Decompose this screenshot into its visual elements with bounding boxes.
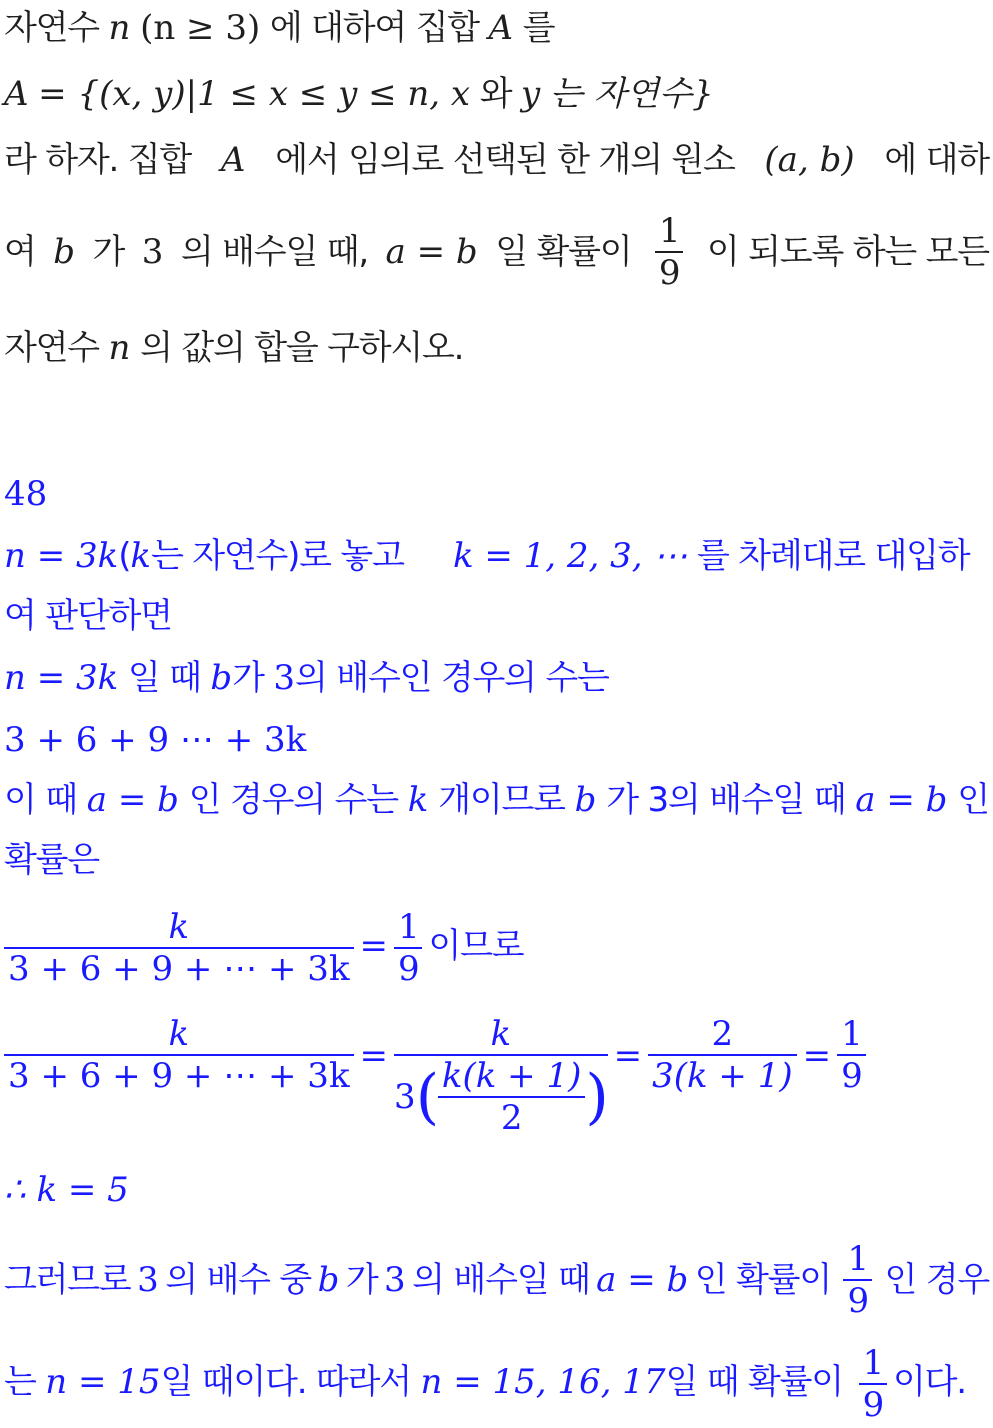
text: 의 배수일 때: [412, 1260, 590, 1300]
text: (: [118, 536, 131, 576]
fraction: [843, 1239, 871, 1321]
text: 그러므로: [4, 1260, 131, 1300]
math-equation: a = b: [385, 232, 478, 272]
text: 라 하자. 집합: [4, 140, 192, 180]
left-paren: (: [415, 1062, 438, 1132]
text: 인 경우의 수는: [188, 780, 398, 820]
fraction-one-ninth: [655, 211, 683, 293]
text: 가 3의 배수일 때: [606, 780, 846, 820]
fraction: [394, 907, 422, 989]
text: 를 차례대로 대입하: [697, 536, 970, 576]
answer-formula-2: [4, 1010, 989, 1150]
math: n = 15, 16, 17: [420, 1362, 666, 1402]
equals: =: [802, 1036, 832, 1076]
math-A: A: [4, 74, 29, 114]
problem-line-1: [4, 6, 989, 50]
fraction: [4, 1014, 354, 1096]
text: 는 자연수)로 놓고: [150, 536, 404, 576]
right-paren: ): [585, 1062, 608, 1132]
text: 는: [4, 1362, 36, 1402]
math-three: 3: [141, 232, 164, 272]
math-condition: (n ≥ 3): [140, 8, 261, 48]
text: 인 경우: [884, 1260, 989, 1300]
text: 에 대하: [884, 140, 989, 180]
problem-line-4: [4, 204, 989, 300]
denominator: 9: [398, 948, 419, 989]
denominator: 3 + 6 + 9 + ⋯ + 3k: [8, 948, 350, 989]
denominator: 9: [862, 1384, 883, 1425]
inner-fraction: [438, 1056, 585, 1138]
coefficient: 3: [394, 1077, 416, 1117]
text: 가: [92, 232, 125, 272]
text: 일 확률이: [495, 232, 632, 272]
answer-line-5: [4, 778, 989, 822]
fraction: [4, 907, 354, 989]
answer-therefore: ∴ k = 5: [4, 1170, 129, 1210]
math-A: A: [220, 140, 246, 180]
denominator: 9: [841, 1056, 862, 1096]
answer-conclusion-1: [4, 1232, 989, 1328]
denominator: 3(k + 1): [652, 1056, 793, 1096]
numerator: 2: [711, 1014, 734, 1054]
answer-line-6: 확률은: [4, 840, 99, 880]
numerator: k: [168, 1014, 190, 1054]
text: 자연수: [4, 328, 99, 368]
math-b: b: [53, 232, 75, 272]
math: a = b: [855, 780, 948, 820]
fraction: [859, 1343, 887, 1425]
problem-line-5: [4, 326, 989, 370]
equals: =: [359, 1036, 389, 1076]
math: k: [407, 780, 429, 820]
math-n: n: [108, 8, 131, 48]
denominator: 3 + 6 + 9 + ⋯ + 3k: [8, 1056, 350, 1096]
text: 인 확률이: [694, 1260, 831, 1300]
text: 에서 임의로 선택된 한 개의 원소: [275, 140, 735, 180]
text: 이 때: [4, 780, 77, 820]
text: 자연수: [4, 8, 99, 48]
fraction: [837, 1014, 865, 1096]
numerator: 1: [862, 1342, 883, 1383]
answer-formula-1: [4, 898, 989, 994]
text: 이므로: [428, 926, 524, 966]
denominator: 2: [500, 1098, 523, 1138]
math: k = 1, 2, 3, ⋯: [452, 536, 688, 576]
text: 에 대하여 집합: [269, 8, 479, 48]
math: n = 15: [45, 1362, 161, 1402]
problem-line-3: [4, 138, 989, 182]
text: 여: [4, 232, 36, 272]
text: 와: [479, 74, 512, 114]
numerator: k(k + 1): [441, 1056, 582, 1096]
math: 3: [273, 658, 296, 698]
text: 의 배수인 경우의 수는: [295, 658, 609, 698]
answer-line-2: 여 판단하면: [4, 596, 172, 636]
answer-value: 48: [4, 474, 48, 514]
text: 가: [232, 658, 264, 698]
math: b: [317, 1260, 340, 1300]
problem-line-2: [4, 72, 989, 116]
text: 일 때: [127, 658, 201, 698]
math: a = b: [596, 1260, 689, 1300]
answer-conclusion-2: [4, 1336, 989, 1428]
numerator: k: [490, 1014, 512, 1054]
numerator: k: [168, 906, 190, 947]
text: 일 때 확률이: [665, 1362, 843, 1402]
answer-line-1: [4, 534, 989, 578]
answer-line-4: 3 + 6 + 9 ⋯ + 3k: [4, 720, 307, 760]
denominator: 9: [658, 253, 680, 293]
math-A: A: [488, 8, 514, 48]
text: 개이므로: [438, 780, 565, 820]
text: 이다.: [893, 1362, 966, 1402]
equals: =: [359, 926, 389, 966]
equals: =: [613, 1036, 643, 1076]
numerator: 1: [847, 1239, 868, 1279]
numerator: 1: [398, 906, 419, 947]
text: 는 자연수}: [549, 74, 714, 114]
math-set: = {(x, y)|1 ≤ x ≤ y ≤ n, x: [38, 74, 471, 114]
math-element: (a, b): [764, 140, 855, 180]
text: 를: [522, 8, 555, 48]
fraction: [394, 1014, 608, 1138]
math: k: [130, 536, 151, 576]
denominator: 9: [847, 1281, 868, 1321]
math: 3: [137, 1260, 159, 1300]
answer-line-3: [4, 656, 989, 700]
math-y: y: [520, 74, 541, 114]
text: 의 배수일 때,: [180, 232, 368, 272]
math-n: n: [108, 328, 131, 368]
text: 이 되도록 하는 모든: [706, 232, 989, 272]
denominator: [394, 1056, 608, 1138]
text: 인: [957, 780, 989, 820]
math: b: [210, 658, 233, 698]
numerator: 1: [658, 211, 680, 251]
math: n = 3k: [4, 536, 119, 576]
numerator: 1: [841, 1014, 862, 1054]
math: a = b: [86, 780, 179, 820]
text: 가: [345, 1260, 378, 1300]
math: b: [574, 780, 597, 820]
math: n = 3k: [4, 658, 119, 698]
fraction: [648, 1014, 797, 1096]
text: 의 배수 중: [165, 1260, 312, 1300]
text: 일 때이다. 따라서: [160, 1362, 411, 1402]
text: 의 값의 합을 구하시오.: [140, 328, 464, 368]
math: 3: [384, 1260, 406, 1300]
